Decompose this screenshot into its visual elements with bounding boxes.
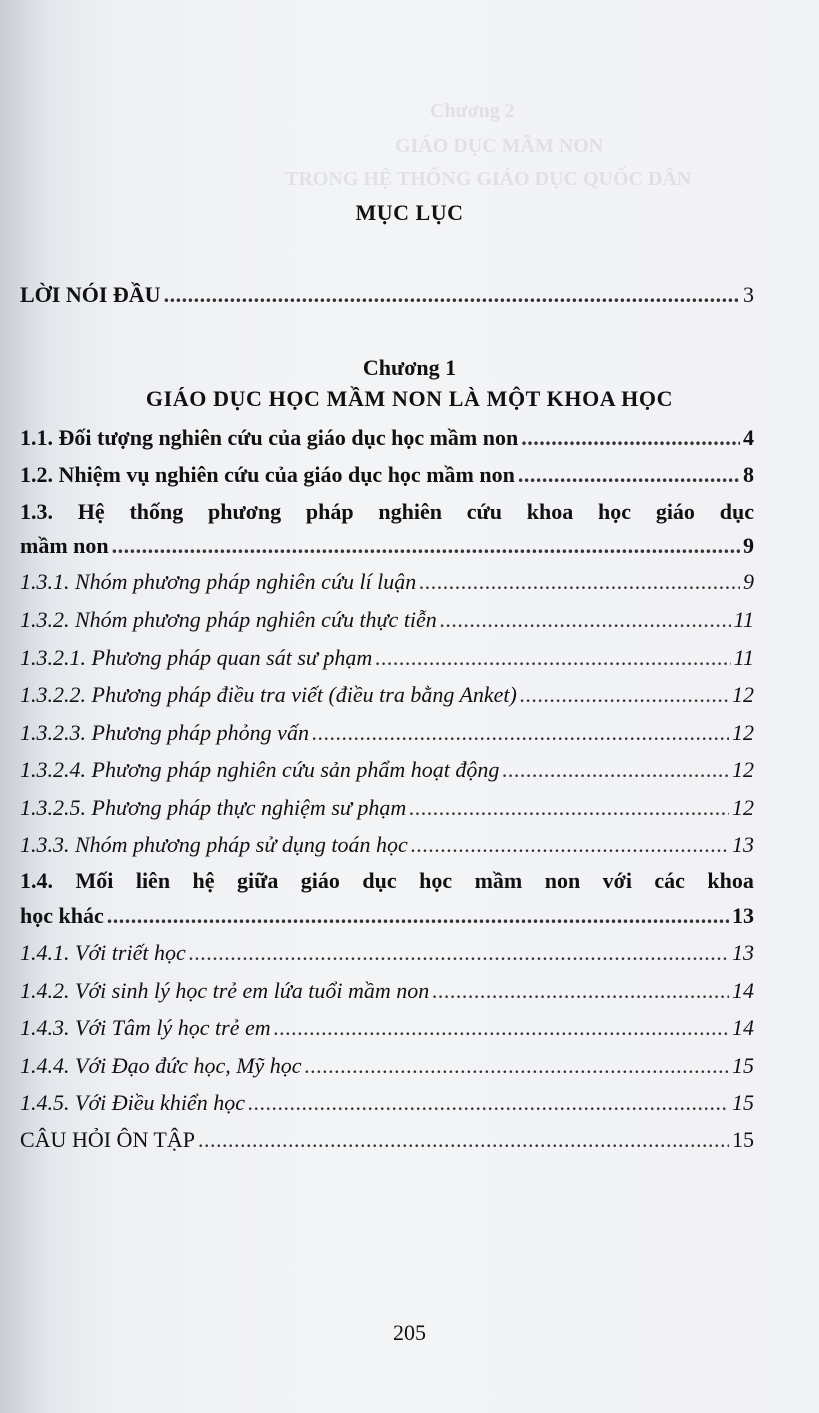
- bleed-through-text: Chương 2: [430, 100, 515, 122]
- leader-dots: [164, 282, 740, 308]
- toc-entry-1-3-2[interactable]: [20, 607, 754, 633]
- word: cứu: [466, 499, 502, 524]
- word: dục: [362, 868, 397, 893]
- toc-entry-label: 1.3.2.3. Phương pháp phỏng vấn: [20, 720, 309, 745]
- leader-dots: [107, 903, 729, 929]
- toc-entry-page: 13: [732, 903, 754, 928]
- word: khoa: [707, 868, 754, 893]
- chapter-title: GIÁO DỤC HỌC MẦM NON LÀ MỘT KHOA HỌC: [145, 386, 674, 411]
- word: mầm: [474, 868, 523, 893]
- word: dục: [719, 499, 754, 524]
- toc-entry-page: 4: [743, 425, 754, 450]
- leader-dots: [312, 720, 729, 746]
- word: hệ: [192, 868, 215, 893]
- toc-entry-1-1[interactable]: [20, 425, 754, 451]
- toc-entry-page: 14: [732, 1015, 754, 1040]
- leader-dots: [419, 569, 740, 595]
- toc-title: MỤC LỤC: [355, 200, 464, 225]
- leader-dots: [411, 832, 729, 858]
- leader-dots: [248, 1090, 729, 1116]
- toc-entry-1-4-5[interactable]: [20, 1090, 754, 1116]
- toc-entry-page: 15: [732, 1127, 754, 1152]
- word: Hệ: [77, 499, 105, 524]
- toc-entry-label: 1.3.2.5. Phương pháp thực nghiệm sư phạm: [20, 795, 407, 820]
- toc-entry-label: 1.3.2.1. Phương pháp quan sát sư phạm: [20, 645, 373, 670]
- word: khoa: [526, 499, 574, 524]
- toc-entry-1-3-2-2[interactable]: [20, 682, 754, 708]
- toc-entry-label: 1.3.3. Nhóm phương pháp sử dụng toán học: [20, 832, 408, 857]
- word: các: [654, 868, 685, 893]
- word: non: [544, 868, 581, 893]
- word: 1.3.: [20, 499, 53, 524]
- toc-entry-1-4-1[interactable]: [20, 940, 754, 966]
- word: pháp: [305, 499, 354, 524]
- toc-entry-1-4[interactable]: [20, 903, 754, 929]
- leader-dots: [521, 425, 740, 451]
- toc-entry-page: 12: [732, 757, 754, 782]
- word: với: [602, 868, 632, 893]
- toc-entry-page: 14: [732, 978, 754, 1003]
- leader-dots: [112, 533, 740, 559]
- toc-entry-1-3-line1[interactable]: [20, 499, 754, 525]
- leader-dots: [409, 795, 729, 821]
- toc-entry-review[interactable]: [20, 1127, 754, 1153]
- toc-entry-1-3[interactable]: [20, 533, 754, 559]
- toc-entry-label: LỜI NÓI ĐẦU: [20, 282, 161, 307]
- toc-entry-label: 1.4.1. Với triết học: [20, 940, 186, 965]
- word: học: [598, 499, 632, 524]
- toc-entry-1-2[interactable]: [20, 462, 754, 488]
- toc-entry-label: 1.4.5. Với Điều khiển học: [20, 1090, 245, 1115]
- toc-entry-page: 12: [732, 682, 754, 707]
- toc-entry-page: 9: [743, 569, 754, 594]
- toc-entry-label: 1.4.2. Với sinh lý học trẻ em lứa tuổi mầm non: [20, 978, 430, 1003]
- word: nghiên: [378, 499, 442, 524]
- bleed-through-text: GIÁO DỤC MẦM NON: [395, 135, 604, 157]
- word: giữa: [237, 868, 279, 893]
- toc-entry-page: 11: [733, 607, 754, 632]
- toc-entry-label: 1.4.4. Với Đạo đức học, Mỹ học: [20, 1053, 302, 1078]
- word: liên: [135, 868, 171, 893]
- toc-entry-page: 8: [743, 462, 754, 487]
- leader-dots: [274, 1015, 729, 1041]
- toc-entry-label: CÂU HỎI ÔN TẬP: [20, 1127, 195, 1152]
- word: thống: [129, 499, 184, 524]
- toc-entry-page: 3: [743, 282, 754, 307]
- toc-entry-page: 9: [743, 533, 754, 558]
- leader-dots: [502, 757, 729, 783]
- toc-entry-1-3-1[interactable]: [20, 569, 754, 595]
- chapter-label: Chương 1: [362, 355, 457, 380]
- toc-entry-page: 12: [732, 720, 754, 745]
- toc-entry-1-3-2-3[interactable]: [20, 720, 754, 746]
- toc-entry-1-4-3[interactable]: [20, 1015, 754, 1041]
- leader-dots: [375, 645, 730, 671]
- toc-entry-page: 13: [732, 832, 754, 857]
- toc-entry-1-3-2-1[interactable]: [20, 645, 754, 671]
- leader-dots: [440, 607, 731, 633]
- word: 1.4.: [20, 868, 53, 893]
- toc-entry-1-3-3[interactable]: [20, 832, 754, 858]
- toc-entry-label: 1.3.2. Nhóm phương pháp nghiên cứu thực tiễn: [20, 607, 437, 632]
- leader-dots: [198, 1127, 729, 1153]
- leader-dots: [518, 462, 740, 488]
- toc-entry-label: 1.2. Nhiệm vụ nghiên cứu của giáo dục học mầm non: [20, 462, 515, 487]
- toc-entry-preface[interactable]: [20, 282, 754, 308]
- toc-entry-1-4-line1[interactable]: [20, 868, 754, 894]
- toc-entry-label: 1.1. Đối tượng nghiên cứu của giáo dục học mầm non: [20, 425, 519, 450]
- toc-entry-label: học khác: [20, 903, 104, 928]
- word: Mối: [75, 868, 114, 893]
- toc-entry-1-3-2-4[interactable]: [20, 757, 754, 783]
- bleed-through-text: TRONG HỆ THỐNG GIÁO DỤC QUỐC DÂN: [285, 168, 692, 190]
- page-number: 205: [393, 1320, 426, 1345]
- leader-dots: [189, 940, 729, 966]
- toc-entry-page: 12: [732, 795, 754, 820]
- toc-entry-page: 15: [732, 1053, 754, 1078]
- leader-dots: [520, 682, 729, 708]
- toc-entry-label: 1.3.1. Nhóm phương pháp nghiên cứu lí luận: [20, 569, 417, 594]
- word: phương: [208, 499, 282, 524]
- leader-dots: [305, 1053, 729, 1079]
- toc-entry-1-4-2[interactable]: [20, 978, 754, 1004]
- toc-entry-label: 1.3.2.2. Phương pháp điều tra viết (điều tra bằng Anket): [20, 682, 517, 707]
- toc-entry-1-3-2-5[interactable]: [20, 795, 754, 821]
- leader-dots: [432, 978, 729, 1004]
- toc-entry-label: mầm non: [20, 533, 109, 558]
- toc-entry-page: 13: [732, 940, 754, 965]
- toc-entry-1-4-4[interactable]: [20, 1053, 754, 1079]
- word: giáo: [655, 499, 695, 524]
- toc-entry-label: 1.4.3. Với Tâm lý học trẻ em: [20, 1015, 271, 1040]
- toc-entry-page: 15: [732, 1090, 754, 1115]
- word: học: [419, 868, 453, 893]
- toc-entry-page: 11: [733, 645, 754, 670]
- word: giáo: [300, 868, 340, 893]
- toc-entry-label: 1.3.2.4. Phương pháp nghiên cứu sản phẩm hoạt động: [20, 757, 500, 782]
